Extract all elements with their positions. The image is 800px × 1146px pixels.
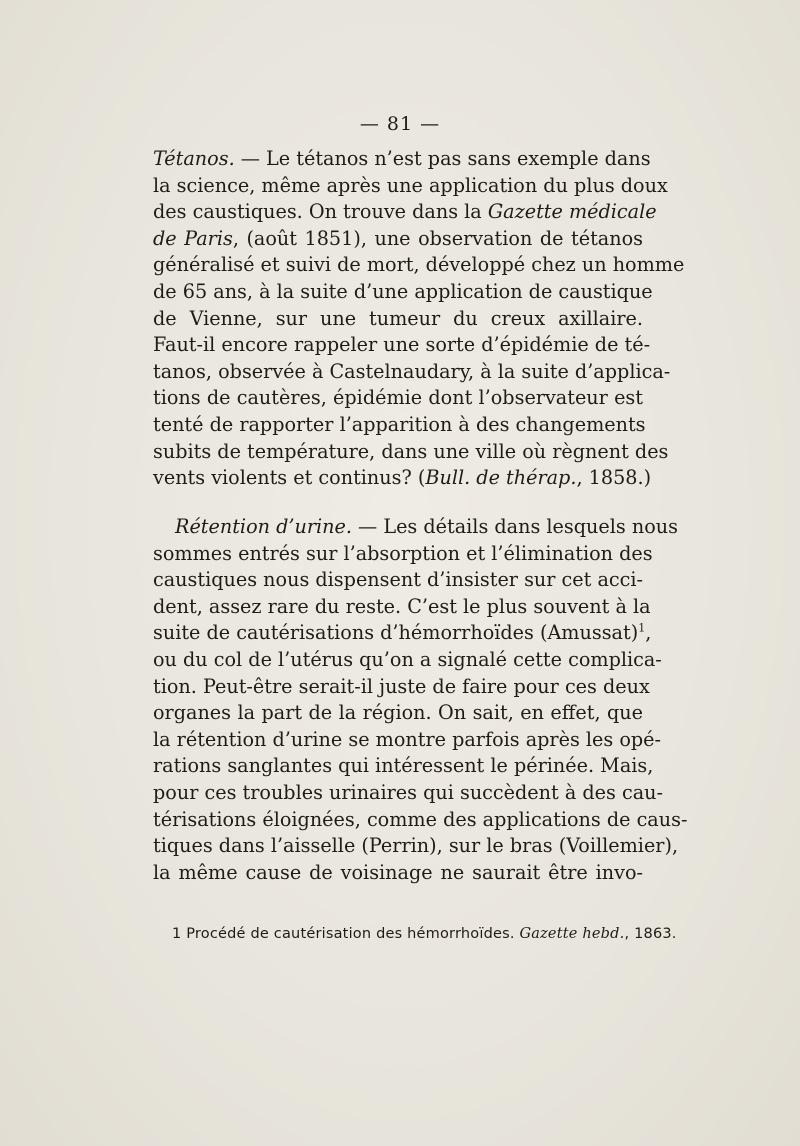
line-text: vents violents et continus? ( xyxy=(153,466,426,490)
italic-text: Tétanos. xyxy=(153,147,235,170)
line-text: Faut-il encore rappeler une sorte d’épidémie de té- xyxy=(153,333,651,357)
footnote xyxy=(172,926,677,942)
italic-text: de Paris xyxy=(153,226,233,250)
line-text: de 65 ans, à la suite d’une application de caustique xyxy=(153,279,653,303)
footnote-text-2: , 1863. xyxy=(624,926,677,942)
text-line xyxy=(153,541,653,568)
line-text: la même cause de voisinage ne saurait être invo- xyxy=(153,860,643,884)
paragraph-retention-urine xyxy=(153,514,688,886)
line-text: dent, assez rare du reste. C’est le plus souvent à la xyxy=(153,594,651,618)
line-text: généralisé et suivi de mort, développé chez un homme xyxy=(153,253,685,277)
text-line xyxy=(153,279,653,306)
text-line xyxy=(153,727,662,754)
line-text: tenté de rapporter l’apparition à des changements xyxy=(153,412,646,436)
text-line xyxy=(153,780,663,807)
line-text: des caustiques. On trouve dans la xyxy=(153,200,488,224)
text-line xyxy=(153,385,643,412)
text-line xyxy=(153,700,643,727)
line-text: , xyxy=(645,621,652,645)
footnote-journal-title: Gazette hebd. xyxy=(519,926,625,942)
text-line xyxy=(153,833,679,860)
text-line xyxy=(153,252,685,279)
line-text: tions de cautères, épidémie dont l’observateur est xyxy=(153,386,643,410)
text-line xyxy=(153,807,688,834)
text-line xyxy=(153,439,669,466)
text-line xyxy=(153,514,678,541)
text-line xyxy=(153,647,662,674)
text-line xyxy=(153,199,657,226)
line-text: tion. Peut-être serait-il juste de faire pour ces deux xyxy=(153,674,650,698)
text-line xyxy=(153,146,651,173)
line-text: — Les détails dans lesquels nous xyxy=(351,515,678,538)
line-text: — Le tétanos n’est pas sans exemple dans xyxy=(234,147,651,170)
line-text: caustiques nous dispensent d’insister sur cet acci- xyxy=(153,568,644,592)
text-line xyxy=(153,620,652,647)
line-text: la science, même après une application du plus doux xyxy=(153,173,668,197)
footnote-text-1: 1 Procédé de cautérisation des hémorrhoïdes. xyxy=(172,926,520,942)
text-line xyxy=(153,173,668,200)
line-text: tanos, observée à Castelnaudary, à la suite d’applica- xyxy=(153,359,671,383)
text-line xyxy=(153,359,671,386)
line-text: pour ces troubles urinaires qui succèdent à des cau- xyxy=(153,780,663,804)
line-text: suite de cautérisations d’hémorrhoïdes (Amussat) xyxy=(153,621,639,645)
text-line xyxy=(153,753,654,780)
line-text: sommes entrés sur l’absorption et l’élimination des xyxy=(153,541,653,565)
line-text: , (août 1851), une observation de tétanos xyxy=(232,226,643,250)
line-text: la rétention d’urine se montre parfois après les opé- xyxy=(153,727,662,751)
text-line xyxy=(153,567,643,594)
text-line xyxy=(153,332,651,359)
line-text: tiques dans l’aisselle (Perrin), sur le bras (Voillemier), xyxy=(153,834,679,858)
italic-text: Bull. de thérap. xyxy=(425,466,577,490)
line-text: rations sanglantes qui intéressent le périnée. Mais, xyxy=(153,754,654,778)
text-line xyxy=(153,412,646,439)
paragraph-tetanos xyxy=(153,146,685,492)
line-text: de Vienne, sur une tumeur du creux axillaire. xyxy=(153,306,643,330)
line-text: , 1858.) xyxy=(576,466,652,490)
line-text: térisations éloignées, comme des applications de caus- xyxy=(153,807,688,831)
text-line xyxy=(153,674,650,701)
italic-text: Rétention d’urine. xyxy=(175,515,352,538)
line-text: subits de température, dans une ville où règnent des xyxy=(153,439,669,463)
text-line xyxy=(153,306,643,333)
line-text: ou du col de l’utérus qu’on a signalé cette complica- xyxy=(153,647,662,671)
italic-text: Gazette médicale xyxy=(487,200,657,224)
line-text: organes la part de la région. On sait, en effet, que xyxy=(153,701,643,725)
text-line xyxy=(153,226,643,253)
text-line xyxy=(153,860,643,887)
page-number: — 81 — xyxy=(359,113,441,135)
text-line xyxy=(153,465,652,492)
footnote-marker: 1 xyxy=(638,621,646,635)
text-line xyxy=(153,594,651,621)
